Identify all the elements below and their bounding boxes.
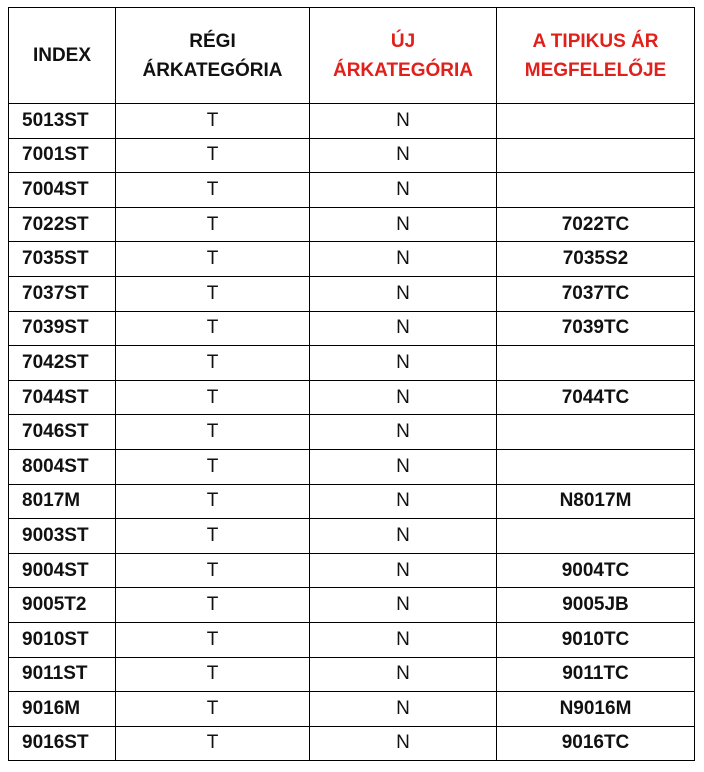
table-row xyxy=(9,173,695,208)
old-category-cell: T xyxy=(116,657,310,692)
new-category-cell: N xyxy=(310,449,497,484)
new-category-cell: N xyxy=(310,104,497,139)
index-cell: 9004ST xyxy=(9,553,116,588)
old-category-cell: T xyxy=(116,173,310,208)
table-row xyxy=(9,380,695,415)
typical-price-cell xyxy=(497,346,695,381)
header-row xyxy=(9,8,695,104)
index-cell: 9016ST xyxy=(9,726,116,761)
typical-price-cell: N8017M xyxy=(497,484,695,519)
old-category-cell: T xyxy=(116,415,310,450)
old-category-cell: T xyxy=(116,276,310,311)
table-row xyxy=(9,415,695,450)
typical-price-cell: 7037TC xyxy=(497,276,695,311)
new-category-cell: N xyxy=(310,588,497,623)
index-cell: 7022ST xyxy=(9,207,116,242)
table-row xyxy=(9,346,695,381)
typical-price-cell: 9011TC xyxy=(497,657,695,692)
old-category-cell: T xyxy=(116,242,310,277)
table-row xyxy=(9,138,695,173)
old-category-cell: T xyxy=(116,588,310,623)
new-category-cell: N xyxy=(310,346,497,381)
typical-price-cell: 7044TC xyxy=(497,380,695,415)
table-row xyxy=(9,449,695,484)
new-category-cell: N xyxy=(310,276,497,311)
typical-price-cell: 9010TC xyxy=(497,622,695,657)
table-row xyxy=(9,657,695,692)
typical-price-cell xyxy=(497,173,695,208)
header-new-line-2: ÁRKATEGÓRIA xyxy=(332,59,474,81)
old-category-cell: T xyxy=(116,553,310,588)
header-new-line-1: ÚJ xyxy=(390,30,416,52)
old-category-cell: T xyxy=(116,138,310,173)
index-cell: 7039ST xyxy=(9,311,116,346)
index-cell: 9003ST xyxy=(9,519,116,554)
header-old-category xyxy=(116,8,310,104)
header-typical-price xyxy=(497,8,695,104)
table-row xyxy=(9,726,695,761)
old-category-cell: T xyxy=(116,484,310,519)
index-cell: 7037ST xyxy=(9,276,116,311)
typical-price-cell xyxy=(497,449,695,484)
table-row xyxy=(9,519,695,554)
new-category-cell: N xyxy=(310,553,497,588)
new-category-cell: N xyxy=(310,207,497,242)
typical-price-cell xyxy=(497,519,695,554)
index-cell: 9010ST xyxy=(9,622,116,657)
old-category-cell: T xyxy=(116,622,310,657)
header-typical-line-1: A TIPIKUS ÁR xyxy=(532,30,659,52)
index-cell: 7044ST xyxy=(9,380,116,415)
index-cell: 7035ST xyxy=(9,242,116,277)
new-category-cell: N xyxy=(310,311,497,346)
old-category-cell: T xyxy=(116,207,310,242)
new-category-cell: N xyxy=(310,173,497,208)
new-category-cell: N xyxy=(310,242,497,277)
index-cell: 9016M xyxy=(9,692,116,727)
table-row xyxy=(9,692,695,727)
price-category-table xyxy=(8,7,695,761)
typical-price-cell xyxy=(497,415,695,450)
table-row xyxy=(9,311,695,346)
typical-price-cell: 9004TC xyxy=(497,553,695,588)
typical-price-cell xyxy=(497,104,695,139)
index-cell: 7004ST xyxy=(9,173,116,208)
new-category-cell: N xyxy=(310,622,497,657)
table-body xyxy=(9,104,695,761)
new-category-cell: N xyxy=(310,692,497,727)
old-category-cell: T xyxy=(116,519,310,554)
table-row xyxy=(9,622,695,657)
new-category-cell: N xyxy=(310,484,497,519)
table-row xyxy=(9,242,695,277)
header-index: INDEX xyxy=(9,8,116,104)
new-category-cell: N xyxy=(310,657,497,692)
header-old-line-1: RÉGI xyxy=(189,30,236,52)
table-row xyxy=(9,104,695,139)
new-category-cell: N xyxy=(310,380,497,415)
typical-price-cell: 9016TC xyxy=(497,726,695,761)
typical-price-cell: N9016M xyxy=(497,692,695,727)
new-category-cell: N xyxy=(310,415,497,450)
old-category-cell: T xyxy=(116,104,310,139)
typical-price-cell: 7039TC xyxy=(497,311,695,346)
old-category-cell: T xyxy=(116,311,310,346)
table-header xyxy=(9,8,695,104)
typical-price-cell: 7022TC xyxy=(497,207,695,242)
typical-price-cell: 7035S2 xyxy=(497,242,695,277)
index-cell: 7001ST xyxy=(9,138,116,173)
typical-price-cell: 9005JB xyxy=(497,588,695,623)
new-category-cell: N xyxy=(310,519,497,554)
old-category-cell: T xyxy=(116,380,310,415)
old-category-cell: T xyxy=(116,346,310,381)
header-new-category xyxy=(310,8,497,104)
index-cell: 5013ST xyxy=(9,104,116,139)
table-row xyxy=(9,553,695,588)
index-cell: 9005T2 xyxy=(9,588,116,623)
index-cell: 7042ST xyxy=(9,346,116,381)
old-category-cell: T xyxy=(116,726,310,761)
index-cell: 7046ST xyxy=(9,415,116,450)
header-typical-line-2: MEGFELELŐJE xyxy=(524,59,667,81)
new-category-cell: N xyxy=(310,726,497,761)
index-cell: 8017M xyxy=(9,484,116,519)
table-row xyxy=(9,484,695,519)
table-row xyxy=(9,588,695,623)
header-old-line-2: ÁRKATEGÓRIA xyxy=(142,59,283,81)
table-row xyxy=(9,207,695,242)
table-row xyxy=(9,276,695,311)
new-category-cell: N xyxy=(310,138,497,173)
index-cell: 8004ST xyxy=(9,449,116,484)
index-cell: 9011ST xyxy=(9,657,116,692)
typical-price-cell xyxy=(497,138,695,173)
old-category-cell: T xyxy=(116,692,310,727)
old-category-cell: T xyxy=(116,449,310,484)
